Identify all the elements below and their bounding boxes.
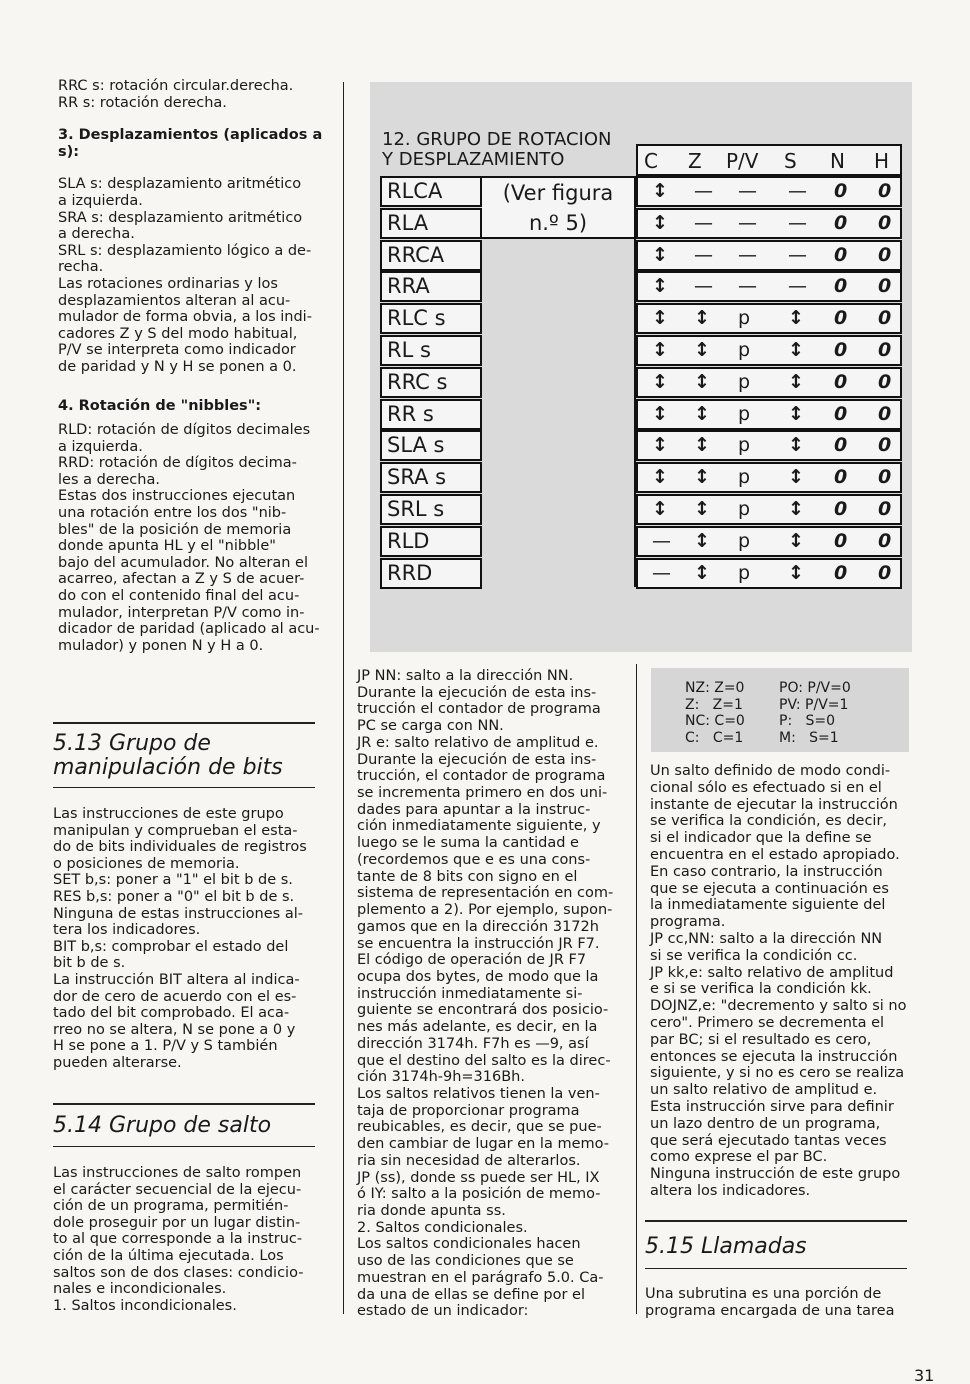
text-line: JR e: salto relativo de amplitud e.: [357, 734, 599, 751]
text-line: RR s: rotación derecha.: [58, 94, 227, 111]
text-line: Las instrucciones de salto rompen: [53, 1165, 302, 1181]
text-line: SET b,s: poner a "1" el bit b de s.: [53, 872, 293, 889]
text-line: P/V se interpreta como indicador: [58, 342, 296, 359]
text-line: como exprese el par BC.: [650, 1149, 828, 1166]
text-line: que será ejecutado tantas veces: [650, 1132, 887, 1149]
text-line: dor de cero de acuerdo con el es-: [53, 988, 297, 1005]
text-line: 5.15 Llamadas: [645, 1234, 807, 1259]
text-line: ria donde apunta ss.: [357, 1203, 506, 1219]
table-row-flags: [636, 526, 902, 557]
text-line: estado de un indicador:: [357, 1303, 529, 1320]
table-row-flags: [636, 462, 902, 493]
table-row-instr: SRA s: [380, 462, 482, 493]
text-line: RES b,s: poner a "0" el bit b de s.: [53, 888, 295, 905]
flag-cell: 0: [834, 243, 848, 266]
text-line: ó IY: salto a la posición de memo-: [357, 1186, 601, 1203]
text-line: JP cc,NN: salto a la dirección NN: [650, 930, 883, 947]
text-line: si el indicador que la define se: [650, 830, 872, 847]
text-line: saltos son de dos clases: condicio-: [53, 1264, 304, 1281]
text-line: desplazamientos alteran al acu-: [58, 292, 291, 309]
page-number: 31: [914, 1366, 935, 1384]
text-line: Y DESPLAZAMIENTO: [382, 149, 565, 170]
text-line: mulador de forma obvia, a los indi-: [58, 309, 312, 326]
text-line: ción inmediatamente siguiente, y: [357, 818, 601, 835]
flag-cell: 0: [834, 498, 848, 520]
text-line: Los saltos relativos tienen la ven-: [357, 1085, 600, 1102]
section-515-rule-bottom: [645, 1268, 907, 1269]
table-row-instr: SRL s: [380, 494, 482, 525]
text-line: gamos que en la dirección 3172h: [357, 918, 599, 935]
text-line: uso de las condiciones que se: [357, 1253, 574, 1270]
flag-cell: ↕: [652, 339, 668, 361]
table-row-flags: [636, 240, 902, 271]
text-line: cional sólo es efectuado si en el: [650, 779, 882, 796]
text-line: siguiente, y si no es cero se realiza: [650, 1065, 905, 1082]
flag-header-pv: P/V: [726, 149, 759, 173]
flag-cell: —: [694, 180, 713, 202]
table-row-flags: [636, 271, 902, 302]
intro-text: [58, 78, 320, 111]
text-line: pueden alterarse.: [53, 1054, 182, 1071]
flag-header-n: N: [830, 149, 845, 173]
text-line: NC: C=0: [685, 713, 745, 729]
flag-cell: ↕: [652, 211, 668, 234]
text-line: PO: P/V=0: [779, 680, 851, 696]
table-row-flags: [636, 176, 902, 207]
flag-cell: ↕: [788, 561, 804, 584]
flag-cell: 0: [878, 434, 892, 457]
flag-cell: ↕: [788, 498, 804, 520]
text-line: un lazo dentro de un programa,: [650, 1115, 881, 1132]
text-line: 5.13 Grupo de: [53, 731, 211, 756]
figure-note-column: [482, 239, 636, 587]
section-514-title: [53, 1114, 271, 1138]
flag-cell: ↕: [788, 434, 804, 457]
flag-cell: 0: [834, 339, 848, 361]
text-line: instante de ejecutar la instrucción: [650, 796, 898, 813]
text-line: o posiciones de memoria.: [53, 855, 240, 872]
text-line: la inmediatamente siguiente del: [650, 897, 886, 914]
flag-cell: 0: [878, 529, 892, 552]
flag-cell: ↕: [694, 466, 710, 489]
text-line: La instrucción BIT altera al indica-: [53, 971, 300, 988]
text-line: encuentra en el estado apropiado.: [650, 846, 900, 863]
text-line: Durante la ejecución de esta ins-: [357, 684, 597, 701]
text-line: SRA s: desplazamiento aritmético: [58, 209, 303, 226]
text-line: una rotación entre los dos "nib-: [58, 505, 287, 522]
flag-cell: ↕: [788, 339, 804, 361]
text-line: manipulan y comprueban el esta-: [53, 822, 298, 839]
text-line: ocupa dos bytes, de modo que la: [357, 968, 599, 985]
text-line: trucción el contador de programa: [357, 701, 601, 718]
flag-cell: —: [788, 243, 807, 266]
text-line: acarreo, afectan a Z y S de acuer-: [58, 571, 305, 588]
text-line: do de bits individuales de registros: [53, 839, 307, 856]
text-line: n.º 5): [528, 211, 588, 235]
flag-cell: —: [694, 211, 713, 234]
text-line: s):: [58, 143, 80, 160]
section-513-rule-bottom: [53, 787, 315, 788]
text-line: Las instrucciones de este grupo: [53, 806, 284, 822]
text-line: dades para apuntar a la instruc-: [357, 801, 591, 818]
text-line: 1. Saltos incondicionales.: [53, 1297, 237, 1314]
section-514-text: [53, 1165, 315, 1314]
flag-cell: 0: [834, 466, 848, 489]
text-line: En caso contrario, la instrucción: [650, 863, 883, 880]
text-line: guiente se encontrará dos posicio-: [357, 1002, 609, 1019]
table-row-instr: RLA: [380, 208, 482, 239]
flag-cell: ↕: [694, 561, 710, 584]
text-line: mulador, interpretan P/V como in-: [58, 604, 305, 621]
flag-cell: 0: [834, 402, 848, 425]
subsection-4-text: [58, 422, 320, 654]
text-line: Las rotaciones ordinarias y los: [58, 275, 278, 292]
flag-cell: —: [738, 211, 757, 234]
conditions-box: [651, 668, 909, 752]
flag-cell: p: [738, 402, 751, 425]
flag-cell: 0: [878, 275, 892, 298]
text-line: recha.: [58, 259, 104, 276]
flag-cell: 0: [834, 180, 848, 202]
text-line: a derecha.: [58, 226, 135, 243]
flag-cell: 0: [878, 561, 892, 584]
text-line: programa encargada de una tarea: [645, 1302, 895, 1319]
text-line: e si se verifica la condición kk.: [650, 981, 872, 998]
text-line: nales e incondicionales.: [53, 1281, 227, 1298]
flag-cell: p: [738, 498, 751, 520]
table-row-flags: [636, 335, 902, 366]
flag-cell: 0: [878, 211, 892, 234]
text-line: nes más adelante, es decir, en la: [357, 1019, 598, 1036]
flag-cell: 0: [878, 307, 892, 330]
flag-cell: 0: [834, 211, 848, 234]
subsection-4-title: [58, 398, 320, 415]
column-divider-left: [343, 82, 344, 1314]
text-line: den cambiar de lugar en la memo-: [357, 1136, 609, 1153]
table-row-flags: [636, 494, 902, 525]
text-line: to al que corresponde a la instruc-: [53, 1231, 303, 1248]
table-row-flags: [636, 208, 902, 239]
flag-cell: 0: [834, 529, 848, 552]
table-row-instr: RRD: [380, 558, 482, 589]
column-divider-right: [636, 664, 637, 1314]
text-line: Ninguna de estas instrucciones al-: [53, 905, 303, 922]
flag-cell: ↕: [652, 180, 668, 202]
table-row-flags: [636, 367, 902, 398]
text-line: SRL s: desplazamiento lógico a de-: [58, 242, 312, 259]
text-line: par BC; si el resultado es cero,: [650, 1031, 872, 1048]
text-line: sistema de representación en com-: [357, 885, 614, 902]
text-line: Un salto definido de modo condi-: [650, 763, 891, 779]
flag-cell: p: [738, 339, 751, 361]
flag-cell: ↕: [694, 529, 710, 552]
text-line: RRD: rotación de dígitos decima-: [58, 455, 297, 472]
flag-header-z: Z: [688, 149, 702, 173]
flag-cell: ↕: [788, 370, 804, 393]
flag-cell: ↕: [652, 434, 668, 457]
flag-cell: p: [738, 434, 751, 457]
text-line: de paridad y N y H se ponen a 0.: [58, 358, 297, 375]
text-line: DOJNZ,e: "decremento y salto si no: [650, 998, 907, 1015]
text-line: 2. Saltos condicionales.: [357, 1219, 528, 1236]
text-line: instrucción inmediatamente si-: [357, 985, 583, 1002]
text-line: plemento a 2). Por ejemplo, supon-: [357, 902, 613, 919]
text-line: SLA s: desplazamiento aritmético: [58, 176, 302, 193]
flag-cell: —: [738, 275, 757, 298]
text-line: se incrementa primero en dos uni-: [357, 785, 608, 802]
text-line: PV: P/V=1: [779, 696, 849, 713]
text-line: BIT b,s: comprobar el estado del: [53, 938, 289, 955]
subsection-3-title: [58, 127, 323, 160]
flag-cell: p: [738, 529, 751, 552]
text-line: altera los indicadores.: [650, 1182, 811, 1199]
table-row-instr: RRCA: [380, 240, 482, 271]
section-514-rule-top: [53, 1103, 315, 1105]
flag-cell: 0: [878, 243, 892, 266]
text-line: Los saltos condicionales hacen: [357, 1236, 581, 1253]
flag-header-row: [636, 144, 902, 176]
conditions-right: [779, 680, 851, 746]
flag-cell: 0: [878, 339, 892, 361]
text-line: (Ver figura: [502, 181, 614, 205]
text-line: NZ: Z=0: [685, 680, 745, 696]
text-line: RRC s: rotación circular.derecha.: [58, 78, 294, 94]
flag-cell: ↕: [652, 307, 668, 330]
text-line: mulador) y ponen N y H a 0.: [58, 637, 264, 654]
flag-cell: ↕: [694, 339, 710, 361]
flag-cell: ↕: [788, 466, 804, 489]
flag-cell: —: [788, 180, 807, 202]
section-515-rule-top: [645, 1220, 907, 1222]
text-line: tera los indicadores.: [53, 922, 201, 939]
text-line: 5.14 Grupo de salto: [53, 1113, 272, 1138]
text-line: el carácter secuencial de la ejecu-: [53, 1181, 302, 1198]
table-row-flags: [636, 303, 902, 334]
text-line: un salto relativo de amplitud e.: [650, 1082, 878, 1099]
text-line: a izquierda.: [58, 192, 143, 209]
text-line: Ninguna instrucción de este grupo: [650, 1166, 901, 1183]
flag-header-h: H: [874, 149, 890, 173]
table-row-flags: [636, 399, 902, 430]
text-line: H se pone a 1. P/V y S también: [53, 1038, 278, 1055]
table-row-instr: RLD: [380, 526, 482, 557]
flag-cell: 0: [834, 370, 848, 393]
flag-cell: —: [788, 275, 807, 298]
text-line: C: C=1: [685, 729, 744, 746]
text-line: manipulación de bits: [53, 755, 283, 780]
text-line: que se ejecuta a continuación es: [650, 880, 889, 897]
text-line: ción de la última ejecutada. Los: [53, 1247, 284, 1264]
flag-cell: ↕: [694, 370, 710, 393]
flag-cell: ↕: [788, 402, 804, 425]
text-line: que el destino del salto es la direc-: [357, 1052, 611, 1069]
flag-cell: 0: [834, 561, 848, 584]
text-line: bles" de la posición de memoria: [58, 521, 292, 538]
table-row-instr: RLC s: [380, 303, 482, 334]
text-line: les a derecha.: [58, 471, 160, 488]
text-line: taja de proporcionar programa: [357, 1102, 580, 1119]
flag-cell: 0: [878, 180, 892, 202]
flag-cell: —: [652, 561, 671, 584]
flag-cell: p: [738, 370, 751, 393]
text-line: El código de operación de JR F7: [357, 952, 587, 969]
text-line: ria sin necesidad de alterarlos.: [357, 1152, 581, 1169]
section-513-title: [53, 732, 283, 780]
figure-note: [482, 176, 636, 239]
flag-header-c: C: [644, 149, 658, 173]
text-line: ción 3174h-9h=316Bh.: [357, 1069, 525, 1086]
table-row-instr: RRA: [380, 271, 482, 302]
text-line: dicador de paridad (aplicado al acu-: [58, 621, 320, 638]
table-caption: [382, 130, 611, 170]
text-line: donde apunta HL y el "nibble": [58, 538, 276, 555]
flag-cell: p: [738, 561, 751, 584]
flag-cell: 0: [878, 498, 892, 520]
section-513-rule-top: [53, 722, 315, 724]
table-row-instr: RRC s: [380, 367, 482, 398]
flag-cell: ↕: [652, 466, 668, 489]
flag-cell: 0: [834, 275, 848, 298]
conditions-left: [685, 680, 745, 746]
flag-cell: ↕: [694, 498, 710, 520]
text-line: JP (ss), donde ss puede ser HL, IX: [357, 1169, 600, 1186]
flag-cell: —: [652, 529, 671, 552]
rotation-shift-table: [370, 82, 912, 652]
flag-cell: ↕: [788, 529, 804, 552]
table-row-instr: RR s: [380, 399, 482, 430]
table-row-flags: [636, 558, 902, 589]
text-line: Estas dos instrucciones ejecutan: [58, 488, 296, 505]
text-line: trucción, el contador de programa: [357, 768, 606, 785]
subsection-3-text: [58, 176, 320, 375]
section-514-rule-bottom: [53, 1146, 315, 1147]
text-line: P: S=0: [779, 713, 836, 729]
flag-cell: ↕: [652, 275, 668, 298]
flag-header-s: S: [784, 149, 797, 173]
text-line: programa.: [650, 914, 726, 931]
text-line: luego se le suma la cantidad e: [357, 835, 579, 852]
flag-cell: 0: [878, 402, 892, 425]
text-line: do con el contenido final del acu-: [58, 588, 300, 605]
text-line: Durante la ejecución de esta ins-: [357, 751, 597, 768]
text-line: Z: Z=1: [685, 696, 743, 713]
flag-cell: ↕: [652, 370, 668, 393]
flag-cell: —: [694, 243, 713, 266]
text-line: bit b de s.: [53, 955, 126, 972]
table-row-instr: SLA s: [380, 430, 482, 461]
text-line: M: S=1: [779, 729, 839, 746]
text-line: rreo no se altera, N se pone a 0 y: [53, 1021, 296, 1038]
flag-cell: 0: [834, 307, 848, 330]
text-line: si se verifica la condición cc.: [650, 947, 858, 964]
table-row-flags: [636, 430, 902, 461]
flag-cell: ↕: [694, 402, 710, 425]
text-line: JP NN: salto a la dirección NN.: [357, 668, 574, 684]
text-line: tado del bit comprobado. El aca-: [53, 1005, 290, 1022]
flag-cell: ↕: [652, 402, 668, 425]
flag-cell: p: [738, 466, 751, 489]
text-line: (recordemos que e es una cons-: [357, 851, 591, 868]
text-line: Esta instrucción sirve para definir: [650, 1098, 894, 1115]
table-row-instr: RLCA: [380, 176, 482, 207]
text-line: cadores Z y S del modo habitual,: [58, 325, 298, 342]
flag-cell: ↕: [652, 498, 668, 520]
text-line: bajo del acumulador. No alteran el: [58, 554, 309, 571]
text-line: JP kk,e: salto relativo de amplitud: [650, 964, 894, 981]
text-line: 3. Desplazamientos (aplicados a: [58, 127, 323, 144]
left-column: [58, 78, 323, 654]
flag-cell: p: [738, 307, 751, 330]
text-line: se verifica la condición, es decir,: [650, 813, 888, 830]
right-column-text: [650, 763, 912, 1200]
flag-cell: 0: [834, 434, 848, 457]
text-line: da una de ellas se define por el: [357, 1286, 585, 1303]
text-line: PC se carga con NN.: [357, 718, 504, 735]
text-line: dole proseguir por un lugar distin-: [53, 1214, 301, 1231]
flag-cell: —: [738, 243, 757, 266]
flag-cell: ↕: [788, 307, 804, 330]
text-line: muestran en el parágrafo 5.0. Ca-: [357, 1269, 604, 1286]
text-line: RLD: rotación de dígitos decimales: [58, 422, 311, 439]
flag-cell: —: [694, 275, 713, 298]
text-line: ción de un programa, permitién-: [53, 1198, 289, 1215]
text-line: 12. GRUPO DE ROTACION: [382, 129, 612, 150]
text-line: Una subrutina es una porción de: [645, 1286, 882, 1302]
text-line: reubicables, es decir, que se pue-: [357, 1119, 602, 1136]
table-row-instr: RL s: [380, 335, 482, 366]
text-line: tante de 8 bits con signo en el: [357, 868, 578, 885]
text-line: a izquierda.: [58, 438, 143, 455]
middle-column-text: [357, 668, 619, 1320]
flag-cell: ↕: [694, 434, 710, 457]
flag-cell: 0: [878, 370, 892, 393]
flag-cell: —: [788, 211, 807, 234]
flag-cell: ↕: [652, 243, 668, 266]
text-line: 4. Rotación de "nibbles":: [58, 397, 262, 414]
flag-cell: ↕: [694, 307, 710, 330]
text-line: entonces se ejecuta la instrucción: [650, 1048, 898, 1065]
text-line: dirección 3174h. F7h es —9, así: [357, 1035, 589, 1052]
section-515-text: [645, 1286, 907, 1319]
text-line: cero". Primero se decrementa el: [650, 1014, 885, 1031]
section-513-text: [53, 806, 315, 1072]
section-515-title: [645, 1235, 807, 1259]
flag-cell: 0: [878, 466, 892, 489]
flag-cell: —: [738, 180, 757, 202]
text-line: se encuentra la instrucción JR F7.: [357, 935, 600, 952]
